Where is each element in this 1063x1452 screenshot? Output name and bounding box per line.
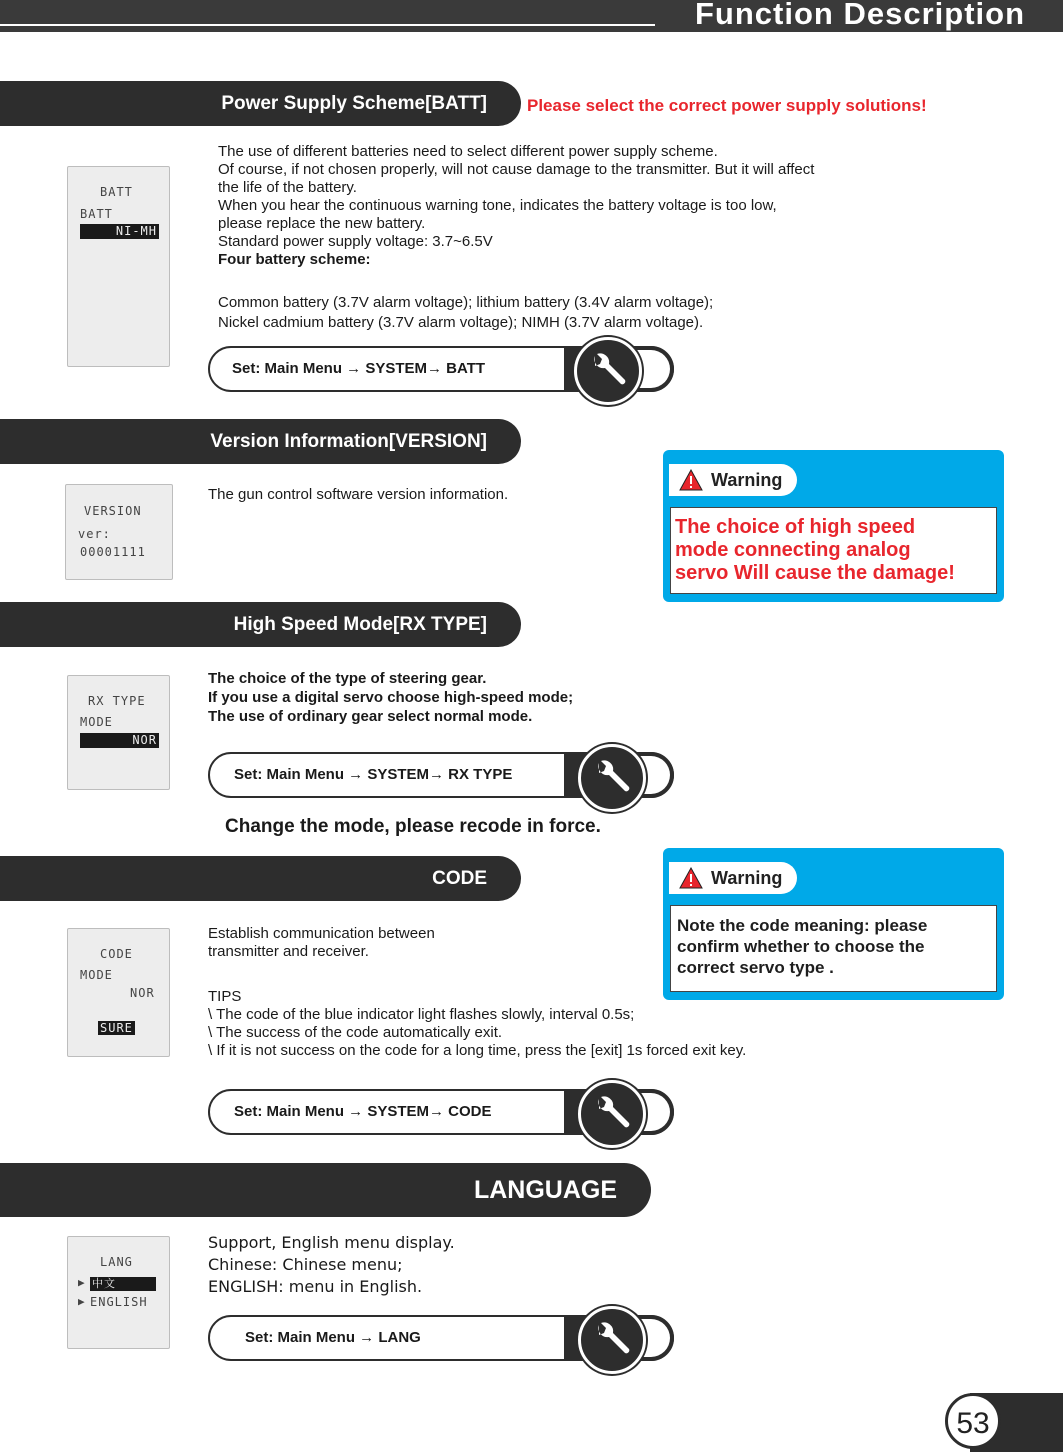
- warning-line: mode connecting analog: [675, 539, 911, 561]
- version-lcd-screen: [65, 484, 173, 580]
- rxtype-lcd-screen: [67, 675, 170, 790]
- version-description: The gun control software version information.: [208, 486, 509, 503]
- lcd-value: 00001111: [80, 545, 146, 559]
- page-number: 53: [945, 1393, 1001, 1449]
- lcd-option-english: ENGLISH: [90, 1295, 148, 1309]
- lcd-title: CODE: [100, 947, 133, 961]
- warning-message-box: [670, 905, 997, 992]
- tip-line: \ The code of the blue indicator light flashes slowly, interval 0.5s;: [208, 1006, 635, 1023]
- lcd-marker-icon: ▶: [78, 1276, 86, 1289]
- text-line: Establish communication between: [208, 925, 435, 942]
- lcd-value: NOR: [130, 986, 155, 1000]
- settings-path-text: Set: Main Menu → SYSTEM→ BATT: [232, 360, 486, 377]
- section-header-batt: Power Supply Scheme[BATT]: [0, 81, 521, 126]
- lcd-value-highlight: NOR: [80, 733, 159, 748]
- lcd-label: MODE: [80, 715, 113, 729]
- text-line: Nickel cadmium battery (3.7V alarm voltage); NIMH (3.7V alarm voltage).: [218, 314, 704, 331]
- settings-path-text: Set: Main Menu → SYSTEM→ CODE: [234, 1103, 492, 1120]
- text-line: transmitter and receiver.: [208, 943, 369, 960]
- warning-line: servo Will cause the damage!: [675, 562, 955, 584]
- warning-triangle-icon: [679, 469, 703, 491]
- warning-line: correct servo type .: [677, 958, 834, 977]
- lcd-label: ver:: [78, 527, 111, 541]
- section-header-language: LANGUAGE: [0, 1163, 651, 1217]
- section-header-code: CODE: [0, 856, 521, 901]
- warning-message: [675, 516, 955, 585]
- text-line: Chinese: Chinese menu;: [208, 1255, 403, 1274]
- lcd-title: LANG: [100, 1255, 133, 1269]
- text-line: ENGLISH: menu in English.: [208, 1277, 423, 1296]
- code-warning-box: [663, 848, 1004, 1000]
- text-line: Support, English menu display.: [208, 1233, 455, 1252]
- lcd-title: RX TYPE: [88, 694, 146, 708]
- code-description: [208, 925, 435, 961]
- batt-lcd-screen: [67, 166, 170, 367]
- lcd-sure-button: SURE: [100, 1021, 133, 1035]
- warning-label: [669, 464, 797, 496]
- top-header-bar: [0, 0, 1063, 32]
- text-line: When you hear the continuous warning tone, indicates the battery voltage is too low,: [218, 197, 777, 214]
- rxtype-note: Change the mode, please recode in force.: [225, 816, 601, 837]
- text-line: The use of different batteries need to select different power supply scheme.: [218, 143, 718, 160]
- language-description: [208, 1232, 455, 1298]
- warning-line: The choice of high speed: [675, 516, 916, 538]
- warning-label-text: Warning: [711, 470, 783, 490]
- rxtype-description: [208, 669, 573, 726]
- batt-description: [218, 143, 814, 269]
- scheme-title: Four battery scheme:: [218, 251, 371, 268]
- batt-alert-text: Please select the correct power supply solutions!: [527, 96, 927, 115]
- settings-path-text: Set: Main Menu → SYSTEM→ RX TYPE: [234, 766, 513, 783]
- settings-path-text: Set: Main Menu → LANG: [245, 1329, 421, 1346]
- header-rule: [0, 24, 655, 26]
- warning-message-box: [670, 507, 997, 594]
- warning-triangle-icon: [679, 867, 703, 889]
- text-line: please replace the new battery.: [218, 215, 426, 232]
- text-line: The use of ordinary gear select normal mode.: [208, 708, 533, 725]
- section-header-rxtype: High Speed Mode[RX TYPE]: [0, 602, 521, 647]
- wrench-icon: [578, 744, 646, 812]
- warning-line: confirm whether to choose the: [677, 937, 925, 956]
- lcd-option-chinese: 中文: [90, 1277, 156, 1291]
- tips-title: TIPS: [208, 988, 242, 1005]
- tip-line: \ If it is not success on the code for a long time, press the [exit] 1s forced exit key.: [208, 1042, 747, 1059]
- batt-scheme-list: [218, 293, 713, 333]
- warning-label-text: Warning: [711, 868, 783, 888]
- wrench-icon: [574, 337, 642, 405]
- wrench-icon: [578, 1080, 646, 1148]
- wrench-icon: [578, 1306, 646, 1374]
- warning-label: [669, 862, 797, 894]
- page-title: Function Description: [695, 0, 1025, 31]
- version-warning-box: [663, 450, 1004, 602]
- lcd-label: MODE: [80, 968, 113, 982]
- lcd-label: BATT: [80, 207, 113, 221]
- lcd-marker-icon: ▶: [78, 1295, 86, 1308]
- text-line: The choice of the type of steering gear.: [208, 670, 487, 687]
- text-line: Common battery (3.7V alarm voltage); lithium battery (3.4V alarm voltage);: [218, 294, 714, 311]
- text-line: If you use a digital servo choose high-speed mode;: [208, 689, 574, 706]
- section-header-version: Version Information[VERSION]: [0, 419, 521, 464]
- code-lcd-screen: [67, 928, 170, 1057]
- lcd-title: VERSION: [84, 504, 142, 518]
- lcd-value-highlight: NI-MH: [80, 224, 159, 239]
- warning-line: Note the code meaning: please: [677, 916, 928, 935]
- lcd-title: BATT: [100, 185, 133, 199]
- language-lcd-screen: [67, 1236, 170, 1349]
- text-line: the life of the battery.: [218, 179, 357, 196]
- warning-message: [677, 915, 927, 978]
- text-line: Of course, if not chosen properly, will not cause damage to the transmitter. But it will affect: [218, 161, 815, 178]
- text-line: Standard power supply voltage: 3.7~6.5V: [218, 233, 493, 250]
- tip-line: \ The success of the code automatically exit.: [208, 1024, 503, 1041]
